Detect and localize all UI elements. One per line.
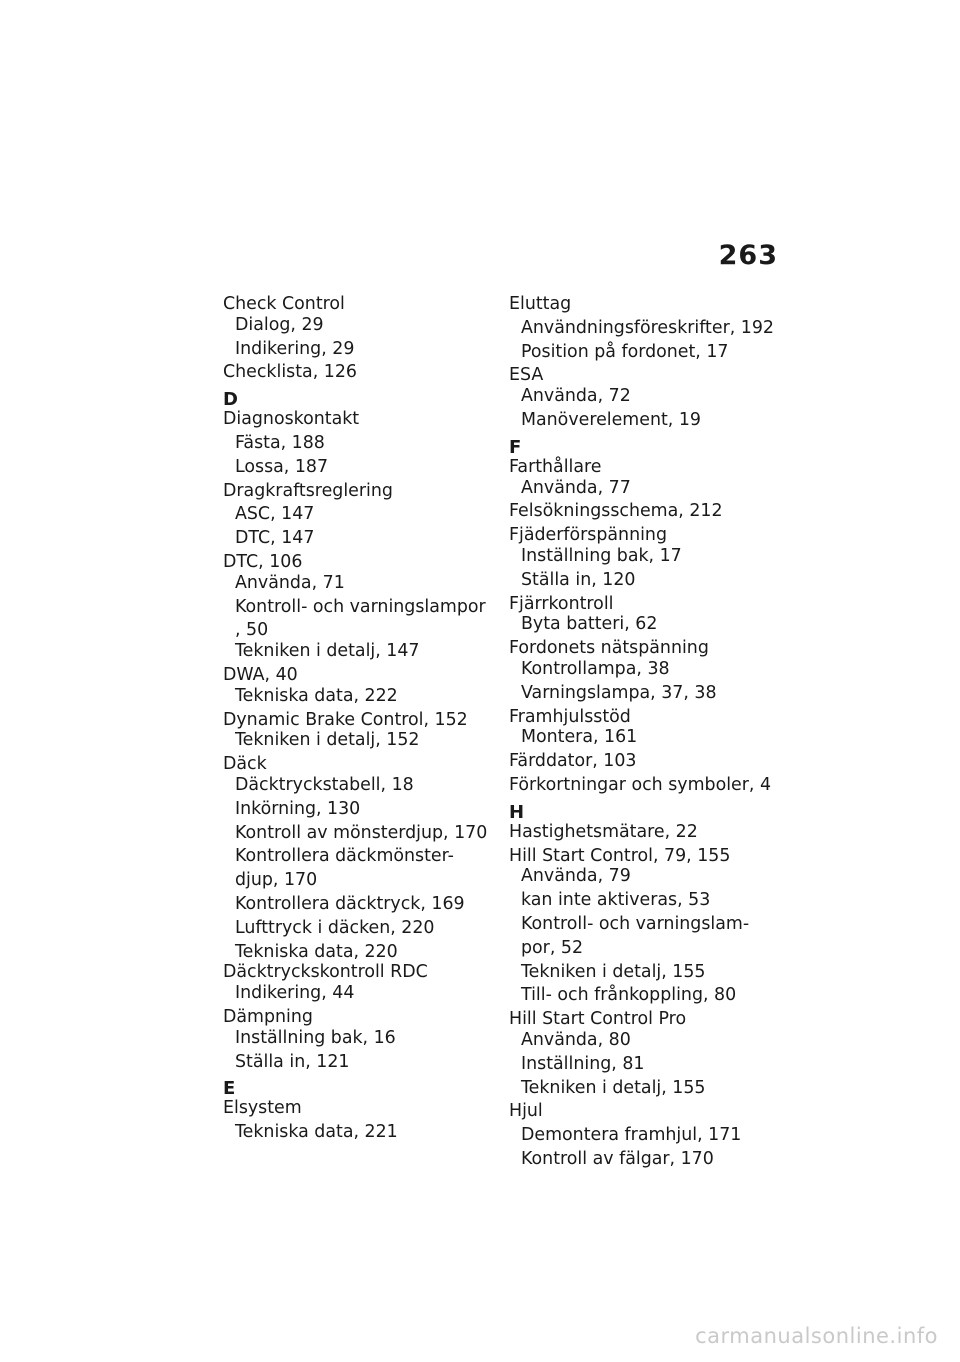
index-entry: DTC, 106 [223, 551, 303, 572]
index-entry: Dragkraftsreglering [223, 480, 393, 501]
index-subentry: Kontroll av fälgar, 170 [521, 1148, 714, 1169]
index-letter-heading: D [223, 389, 238, 411]
index-subentry: Tekniska data, 221 [235, 1122, 398, 1143]
index-subentry: Använda, 80 [521, 1029, 631, 1050]
index-subentry: Kontrollera däcktryck, 169 [235, 893, 465, 914]
index-subentry: Lossa, 187 [235, 456, 329, 477]
index-entry: ESA [509, 365, 544, 386]
index-subentry: Dialog, 29 [235, 314, 324, 335]
index-subentry: Tekniken i detalj, 155 [521, 961, 706, 982]
index-entry: Dämpning [223, 1006, 313, 1027]
index-subentry: Tekniken i detalj, 147 [235, 641, 420, 662]
index-subentry: , 50 [235, 620, 269, 641]
index-subentry: Ställa in, 121 [235, 1051, 350, 1072]
index-entry: Hill Start Control Pro [509, 1009, 687, 1030]
index-subentry: Manöverelement, 19 [521, 409, 701, 430]
index-subentry: Inställning bak, 17 [521, 545, 682, 566]
index-entry: DWA, 40 [223, 664, 298, 685]
index-entry: Dynamic Brake Control, 152 [223, 709, 468, 730]
index-subentry: Använda, 77 [521, 477, 631, 498]
index-subentry: Kontroll- och varningslam- [521, 913, 750, 934]
index-subentry: Montera, 161 [521, 727, 638, 748]
index-subentry: kan inte aktiveras, 53 [521, 890, 711, 911]
index-subentry: Varningslampa, 37, 38 [521, 682, 717, 703]
index-entry: Förkortningar och symboler, 4 [509, 774, 772, 795]
index-entry: Check Control [223, 294, 345, 314]
index-subentry: Fästa, 188 [235, 432, 325, 453]
watermark: carmanualsonline.info [695, 1324, 938, 1348]
index-subentry: Inställning bak, 16 [235, 1027, 396, 1048]
index-entry: Hastighetsmätare, 22 [509, 821, 698, 842]
index-subentry: Demontera framhjul, 171 [521, 1125, 742, 1146]
index-entry: Eluttag [509, 294, 572, 314]
index-entry: Däck [223, 754, 267, 775]
index-subentry: Använda, 72 [521, 386, 631, 407]
index-subentry: DTC, 147 [235, 528, 315, 549]
index-subentry: Inkörning, 130 [235, 798, 361, 819]
index-subentry: Kontroll- och varningslampor [235, 596, 486, 617]
index-subentry: Indikering, 44 [235, 983, 355, 1004]
index-subentry: Till- och frånkoppling, 80 [521, 985, 737, 1006]
index-subentry: Inställning, 81 [521, 1053, 645, 1074]
index-subentry: Tekniska data, 222 [235, 685, 398, 706]
index-subentry: Lufttryck i däcken, 220 [235, 917, 435, 938]
index-subentry: Tekniska data, 220 [235, 941, 398, 962]
index-subentry: Kontroll av mönsterdjup, 170 [235, 822, 488, 843]
index-entry: Hill Start Control, 79, 155 [509, 845, 731, 866]
index-subentry: Kontrollampa, 38 [521, 658, 670, 679]
index-entry: Fordonets nätspänning [509, 638, 709, 659]
index-subentry: Position på fordonet, 17 [521, 341, 729, 362]
index-entry: Felsökningsschema, 212 [509, 501, 723, 522]
index-subentry: Använda, 79 [521, 866, 631, 887]
index-subentry: Byta batteri, 62 [521, 614, 658, 635]
index-subentry: ASC, 147 [235, 504, 315, 525]
index-entry: Diagnoskontakt [223, 409, 360, 430]
index-subentry: Däcktryckstabell, 18 [235, 774, 414, 795]
index-column-left [223, 294, 488, 1143]
index-letter-heading: H [509, 801, 525, 823]
index-subentry: Använda, 71 [235, 572, 345, 593]
index-letter-heading: E [223, 1078, 236, 1100]
index-subentry: Kontrollera däckmönster- [235, 846, 454, 867]
index-entry: Farthållare [509, 456, 602, 477]
index-entry: Checklista, 126 [223, 362, 357, 383]
index-entry: Hjul [509, 1101, 543, 1122]
index-entry: Fjärrkontroll [509, 593, 614, 614]
index-subentry: Användningsföreskrifter, 192 [521, 317, 774, 338]
page-number: 263 [718, 240, 778, 271]
index-subentry: Ställa in, 120 [521, 569, 636, 590]
index-entry: Fjäderförspänning [509, 525, 667, 546]
index-subentry: Tekniken i detalj, 155 [521, 1077, 706, 1098]
index-column-right [509, 294, 779, 1170]
index-entry: Däcktryckskontroll RDC [223, 962, 428, 983]
index-subentry: Indikering, 29 [235, 338, 355, 359]
index-subentry: djup, 170 [235, 870, 318, 891]
index-subentry: por, 52 [521, 937, 584, 958]
index-entry: Färddator, 103 [509, 751, 637, 772]
index-letter-heading: F [509, 436, 522, 458]
index-entry: Elsystem [223, 1098, 302, 1119]
index-subentry: Tekniken i detalj, 152 [235, 730, 420, 751]
index-entry: Framhjulsstöd [509, 706, 631, 727]
